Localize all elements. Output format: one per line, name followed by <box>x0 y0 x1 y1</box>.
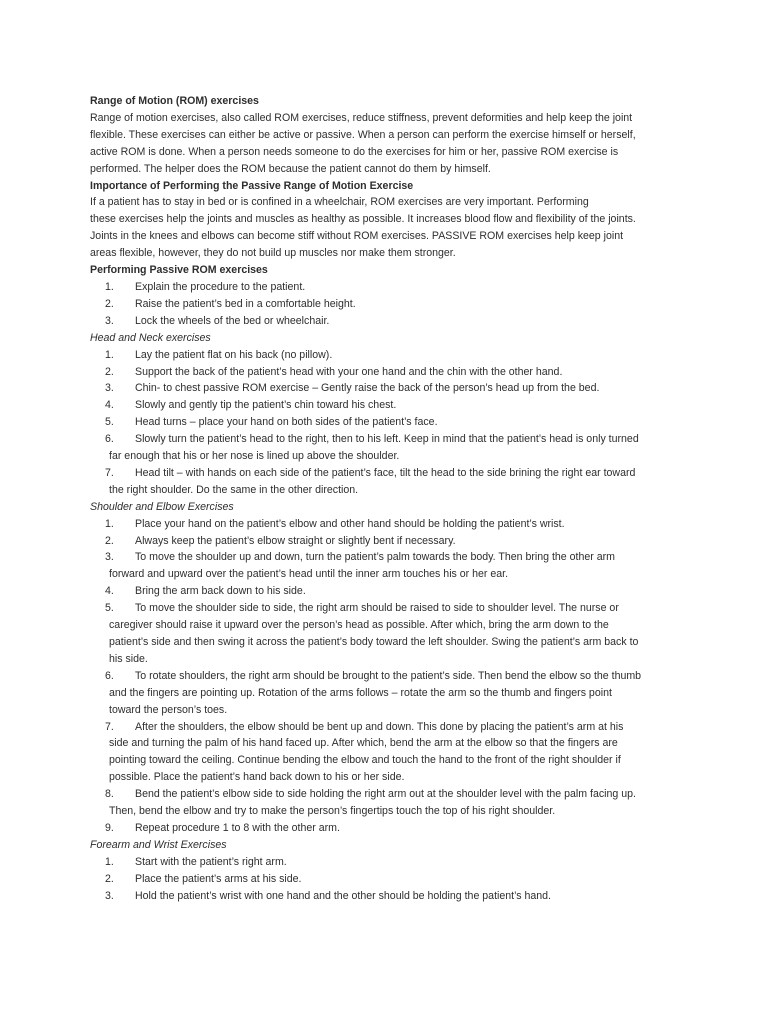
list-item <box>90 296 682 313</box>
list-item-text: Head tilt – with hands on each side of the patient’s face, tilt the head to the side brining the right ear toward <box>135 466 636 479</box>
list-item-number: 4. <box>105 585 114 598</box>
list-item <box>90 888 682 905</box>
list-item-number: 1. <box>105 348 114 361</box>
list-item <box>90 414 682 431</box>
list-item <box>90 364 682 381</box>
list-item-text-continued: patient’s side and then swing it across the patient’s body toward the left shoulder. Swing the patient’s arm back to <box>109 636 639 648</box>
list-item-text: Bring the arm back down to his side. <box>135 585 306 598</box>
list-item <box>90 600 682 668</box>
list-item-number: 2. <box>105 534 114 547</box>
list-item-text-continued: possible. Place the patient’s hand back down to his or her side. <box>109 771 405 784</box>
list-forearm-wrist <box>90 854 682 905</box>
list-prep <box>90 279 682 330</box>
list-item-number: 2. <box>105 365 114 378</box>
heading-importance: Importance of Performing the Passive Range of Motion Exercise <box>90 179 414 192</box>
list-item-text-continued: far enough that his or her nose is lined up above the shoulder. <box>109 450 400 463</box>
list-item-text-continued: caregiver should raise it upward over the person’s head as possible. After which, bring the arm down to the <box>109 619 609 632</box>
list-item <box>90 820 682 837</box>
list-item-text: Start with the patient’s right arm. <box>135 855 287 868</box>
list-item-text-continued: toward the person’s toes. <box>109 703 228 716</box>
list-item-text: Support the back of the patient’s head with your one hand and the chin with the other hand. <box>135 365 563 378</box>
list-head-neck <box>90 347 682 499</box>
list-item-text: Head turns – place your hand on both sides of the patient’s face. <box>135 416 438 429</box>
list-item <box>90 380 682 397</box>
list-item <box>90 516 682 533</box>
importance-paragraph <box>90 194 682 262</box>
list-item-number: 5. <box>105 416 114 429</box>
list-item <box>90 719 682 787</box>
list-item-text-continued: his side. <box>109 652 148 665</box>
list-item-text: Bend the patient’s elbow side to side holding the right arm out at the shoulder level with the palm facing up. <box>135 788 636 801</box>
list-item-text-continued: forward and upward over the patient’s head until the inner arm touches his or her ear. <box>109 568 509 581</box>
intro-line: Range of motion exercises, also called ROM exercises, reduce stiffness, prevent deformities and help keep the joint <box>90 111 633 124</box>
list-item-text: After the shoulders, the elbow should be bent up and down. This done by placing the patient’s arm at his <box>135 720 624 733</box>
list-item <box>90 279 682 296</box>
intro-line: performed. The helper does the ROM because the patient cannot do them by himself. <box>90 162 491 175</box>
list-item-number: 2. <box>105 297 114 310</box>
list-item <box>90 668 682 719</box>
list-item-number: 6. <box>105 433 114 446</box>
document-body <box>90 93 682 905</box>
intro-line: flexible. These exercises can either be active or passive. When a person can perform the exercise himself or herself, <box>90 128 636 141</box>
importance-line: Joints in the knees and elbows can become stiff without ROM exercises. PASSIVE ROM exercises help keep joint <box>90 230 624 243</box>
list-item-text-continued: pointing toward the ceiling. Continue bending the elbow and touch the hand to the front of the right shoulder if <box>109 754 621 767</box>
list-item <box>90 397 682 414</box>
list-item-text-continued: side and turning the palm of his hand faced up. After which, bend the arm at the elbow so that the fingers are <box>109 737 618 750</box>
list-item-text: Slowly and gently tip the patient’s chin toward his chest. <box>135 399 397 412</box>
list-item-number: 1. <box>105 517 114 530</box>
list-item-text: Chin- to chest passive ROM exercise – Gently raise the back of the person’s head up from the bed. <box>135 382 600 395</box>
list-item-number: 6. <box>105 669 114 682</box>
importance-line: If a patient has to stay in bed or is confined in a wheelchair, ROM exercises are very important. Performing <box>90 196 589 209</box>
list-item-number: 3. <box>105 382 114 395</box>
list-item-text: Raise the patient’s bed in a comfortable height. <box>135 297 356 310</box>
list-item-number: 5. <box>105 602 114 615</box>
list-item-number: 9. <box>105 821 114 834</box>
list-item-text: Repeat procedure 1 to 8 with the other arm. <box>135 821 340 834</box>
intro-line: active ROM is done. When a person needs someone to do the exercises for him or her, passive ROM exercise is <box>90 145 619 158</box>
heading-performing: Performing Passive ROM exercises <box>90 264 268 277</box>
list-item-text: Place your hand on the patient’s elbow and other hand should be holding the patient’s wrist. <box>135 517 565 530</box>
list-item <box>90 583 682 600</box>
list-item-text-continued: and the fingers are pointing up. Rotation of the arms follows – rotate the arm so the thumb and fingers point <box>109 686 612 699</box>
list-item-text: To rotate shoulders, the right arm should be brought to the patient’s side. Then bend the elbow so the thumb <box>135 669 642 682</box>
list-item-number: 8. <box>105 788 114 801</box>
list-item <box>90 431 682 465</box>
list-item-text: To move the shoulder up and down, turn the patient’s palm towards the body. Then bring the other arm <box>135 551 615 564</box>
list-item-number: 7. <box>105 720 114 733</box>
list-item-number: 3. <box>105 314 114 327</box>
list-item <box>90 533 682 550</box>
list-item-number: 1. <box>105 855 114 868</box>
list-item-text: Place the patient’s arms at his side. <box>135 872 302 885</box>
list-item-text: Lay the patient flat on his back (no pillow). <box>135 348 333 361</box>
intro-paragraph <box>90 110 682 178</box>
list-item-number: 7. <box>105 466 114 479</box>
list-item-text: To move the shoulder side to side, the right arm should be raised to side to shoulder level. The nurse or <box>135 602 619 615</box>
list-item-text-continued: Then, bend the elbow and try to make the person’s fingertips touch the top of his right shoulder. <box>109 805 556 818</box>
list-item <box>90 854 682 871</box>
list-item-number: 3. <box>105 889 114 902</box>
list-item <box>90 347 682 364</box>
importance-line: areas flexible, however, they do not build up muscles nor make them stronger. <box>90 247 456 260</box>
list-item <box>90 465 682 499</box>
list-item-number: 3. <box>105 551 114 564</box>
subheading-forearm-wrist: Forearm and Wrist Exercises <box>90 838 227 851</box>
list-item-number: 2. <box>105 872 114 885</box>
list-item <box>90 313 682 330</box>
subheading-shoulder-elbow: Shoulder and Elbow Exercises <box>90 500 234 513</box>
list-item-text: Lock the wheels of the bed or wheelchair. <box>135 314 330 327</box>
subheading-head-neck: Head and Neck exercises <box>90 331 211 344</box>
list-item <box>90 871 682 888</box>
list-item <box>90 549 682 583</box>
heading-rom: Range of Motion (ROM) exercises <box>90 95 259 107</box>
list-item <box>90 786 682 820</box>
list-item-text: Explain the procedure to the patient. <box>135 280 306 293</box>
list-shoulder-elbow <box>90 516 682 837</box>
list-item-text: Slowly turn the patient’s head to the right, then to his left. Keep in mind that the patient’s head is only turned <box>135 433 639 446</box>
list-item-number: 4. <box>105 399 114 412</box>
list-item-number: 1. <box>105 280 114 293</box>
list-item-text: Hold the patient’s wrist with one hand and the other should be holding the patient’s hand. <box>135 889 552 902</box>
list-item-text-continued: the right shoulder. Do the same in the other direction. <box>109 483 359 496</box>
list-item-text: Always keep the patient’s elbow straight or slightly bent if necessary. <box>135 534 456 547</box>
importance-line: these exercises help the joints and muscles as healthy as possible. It increases blood flow and flexibility of the joints. <box>90 213 636 226</box>
